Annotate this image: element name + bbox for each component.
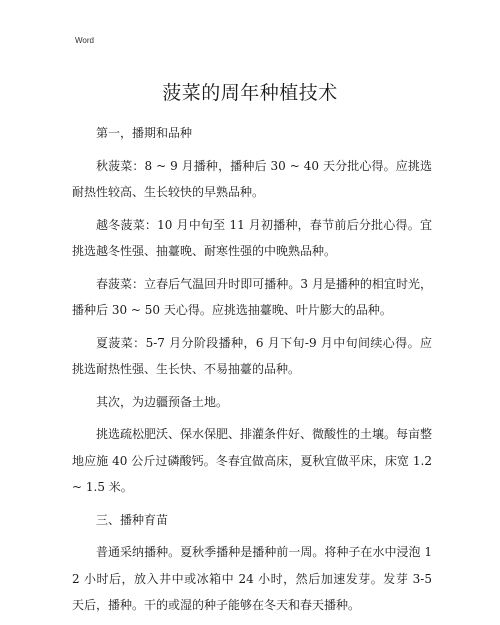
app-header-label: Word <box>75 36 94 45</box>
paragraph-autumn-spinach: 秋菠菜：8 ~ 9 月播种，播种后 30 ~ 40 天分批心得。应挑选耐热性较高、生长较快的早熟品种。 <box>72 158 432 199</box>
document-body <box>72 120 432 625</box>
paragraph-summer-spinach: 夏菠菜：5-7 月分阶段播种，6 月下旬-9 月中旬间续心得。应挑选耐热性强、生长快、不易抽薹的品种。 <box>72 335 432 376</box>
section-heading-seeding: 三、播种育苗 <box>96 512 169 527</box>
paragraph-overwinter-spinach: 越冬菠菜：10 月中旬至 11 月初播种，春节前后分批心得。宜挑选越冬性强、抽薹晚、耐寒性强的中晚熟品种。 <box>72 217 432 258</box>
paragraph-spring-spinach: 春菠菜：立春后气温回升时即可播种。3 月是播种的相宜时光，播种后 30 ~ 50 天心得。应挑选抽薹晚、叶片膨大的品种。 <box>72 276 432 317</box>
paragraph-seeding-method: 普通采纳播种。夏秋季播种是播种前一周。将种子在水中浸泡 12 小时后，放入井中或冰箱中 24 小时，然后加速发芽。发芽 3-5 天后，播种。干的或湿的种子能够在冬天和春天播种。 <box>72 545 432 612</box>
paragraph-soil-selection: 挑选疏松肥沃、保水保肥、排灌条件好、微酸性的土壤。每亩整地应施 40 公斤过磷酸钙。冬春宜做高床，夏秋宜做平床，床宽 1.2 ~ 1.5 米。 <box>72 427 433 494</box>
section-heading-land-prep: 其次，为边疆预备土地。 <box>96 394 229 409</box>
section-heading-sowing: 第一，播期和品种 <box>96 126 193 140</box>
document-title: 菠菜的周年种植技术 <box>162 82 338 104</box>
